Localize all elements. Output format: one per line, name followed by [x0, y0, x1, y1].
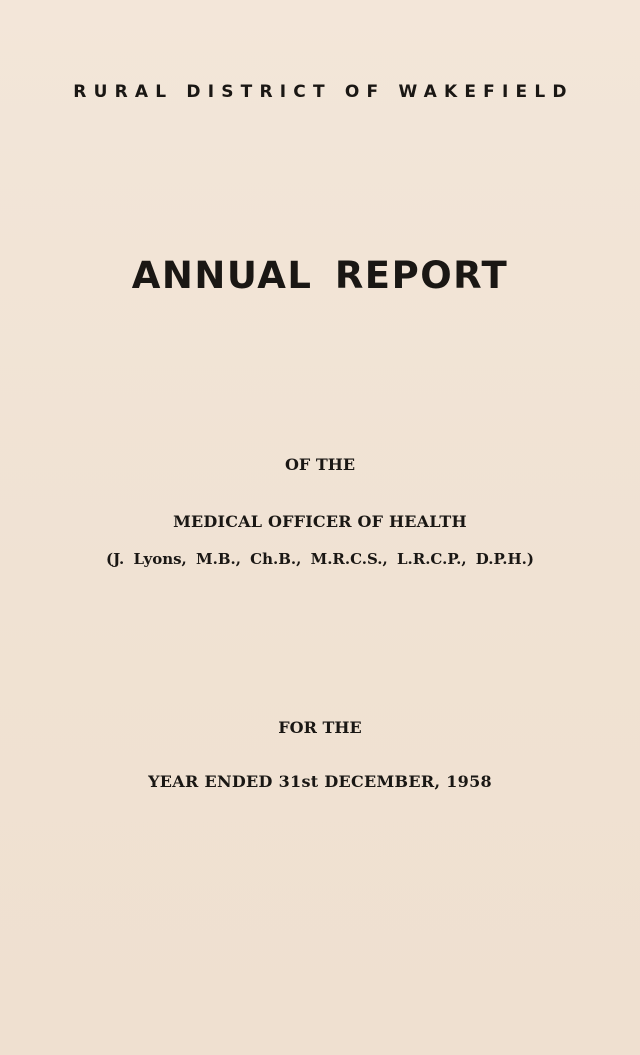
officer-qualifications: (J. Lyons, M.B., Ch.B., M.R.C.S., L.R.C.P., D.P.H.)	[106, 550, 534, 568]
district-heading: RURAL DISTRICT OF WAKEFIELD	[73, 82, 574, 102]
officer-title: MEDICAL OFFICER OF HEALTH	[173, 512, 467, 531]
year-ended-line: YEAR ENDED 31st DECEMBER, 1958	[148, 772, 492, 791]
report-title: ANNUAL REPORT	[131, 254, 509, 297]
for-the-line: FOR THE	[278, 718, 362, 737]
of-the-line: OF THE	[284, 455, 356, 474]
